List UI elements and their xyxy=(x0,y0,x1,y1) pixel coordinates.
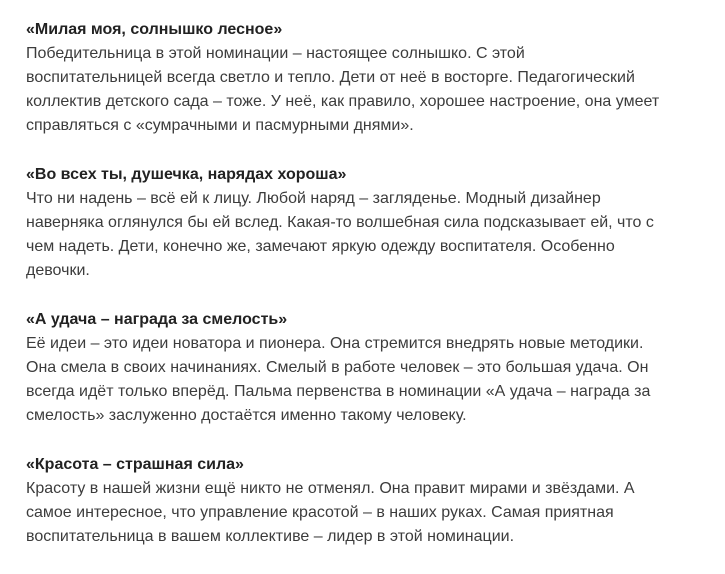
text-line: Что ни надень – всё ей к лицу. Любой наряд – загляденье. Модный дизайнер xyxy=(26,190,601,207)
text-line: справляться с «сумрачными и пасмурными днями». xyxy=(26,117,414,134)
text-line: Победительница в этой номинации – настоящее солнышко. С этой xyxy=(26,45,525,62)
text-line: всегда идёт только вперёд. Пальма первенства в номинации «А удача – награда за xyxy=(26,383,651,400)
nomination-section xyxy=(26,163,716,283)
text-line: чем надеть. Дети, конечно же, замечают яркую одежду воспитателя. Особенно xyxy=(26,238,615,255)
nomination-title: «Красота – страшная сила» xyxy=(26,456,244,473)
text-line: девочки. xyxy=(26,262,90,279)
text-line: смелость» заслуженно достаётся именно такому человеку. xyxy=(26,407,467,424)
text-line: наверняка оглянулся бы ей вслед. Какая-то волшебная сила подсказывает ей, что с xyxy=(26,214,654,231)
nomination-section xyxy=(26,18,716,138)
nomination-title: «Милая моя, солнышко лесное» xyxy=(26,21,283,38)
text-line: коллектив детского сада – тоже. У неё, как правило, хорошее настроение, она умеет xyxy=(26,93,660,110)
nomination-section xyxy=(26,308,716,428)
nomination-description xyxy=(26,477,716,549)
text-line: самое интересное, что управление красотой – в наших руках. Самая приятная xyxy=(26,504,614,521)
nomination-description xyxy=(26,187,716,283)
article-body xyxy=(26,18,716,574)
nomination-title: «Во всех ты, душечка, нарядах хороша» xyxy=(26,166,347,183)
text-line: воспитательница в вашем коллективе – лидер в этой номинации. xyxy=(26,528,515,545)
nomination-title: «А удача – награда за смелость» xyxy=(26,311,288,328)
nomination-description xyxy=(26,42,716,138)
text-line: Её идеи – это идеи новатора и пионера. Она стремится внедрять новые методики. xyxy=(26,335,644,352)
text-line: воспитательницей всегда светло и тепло. Дети от неё в восторге. Педагогический xyxy=(26,69,635,86)
text-line: Она смела в своих начинаниях. Смелый в работе человек – это большая удача. Он xyxy=(26,359,649,376)
nomination-description xyxy=(26,332,716,428)
text-line: Красоту в нашей жизни ещё никто не отменял. Она правит мирами и звёздами. А xyxy=(26,480,635,497)
nomination-section xyxy=(26,453,716,549)
